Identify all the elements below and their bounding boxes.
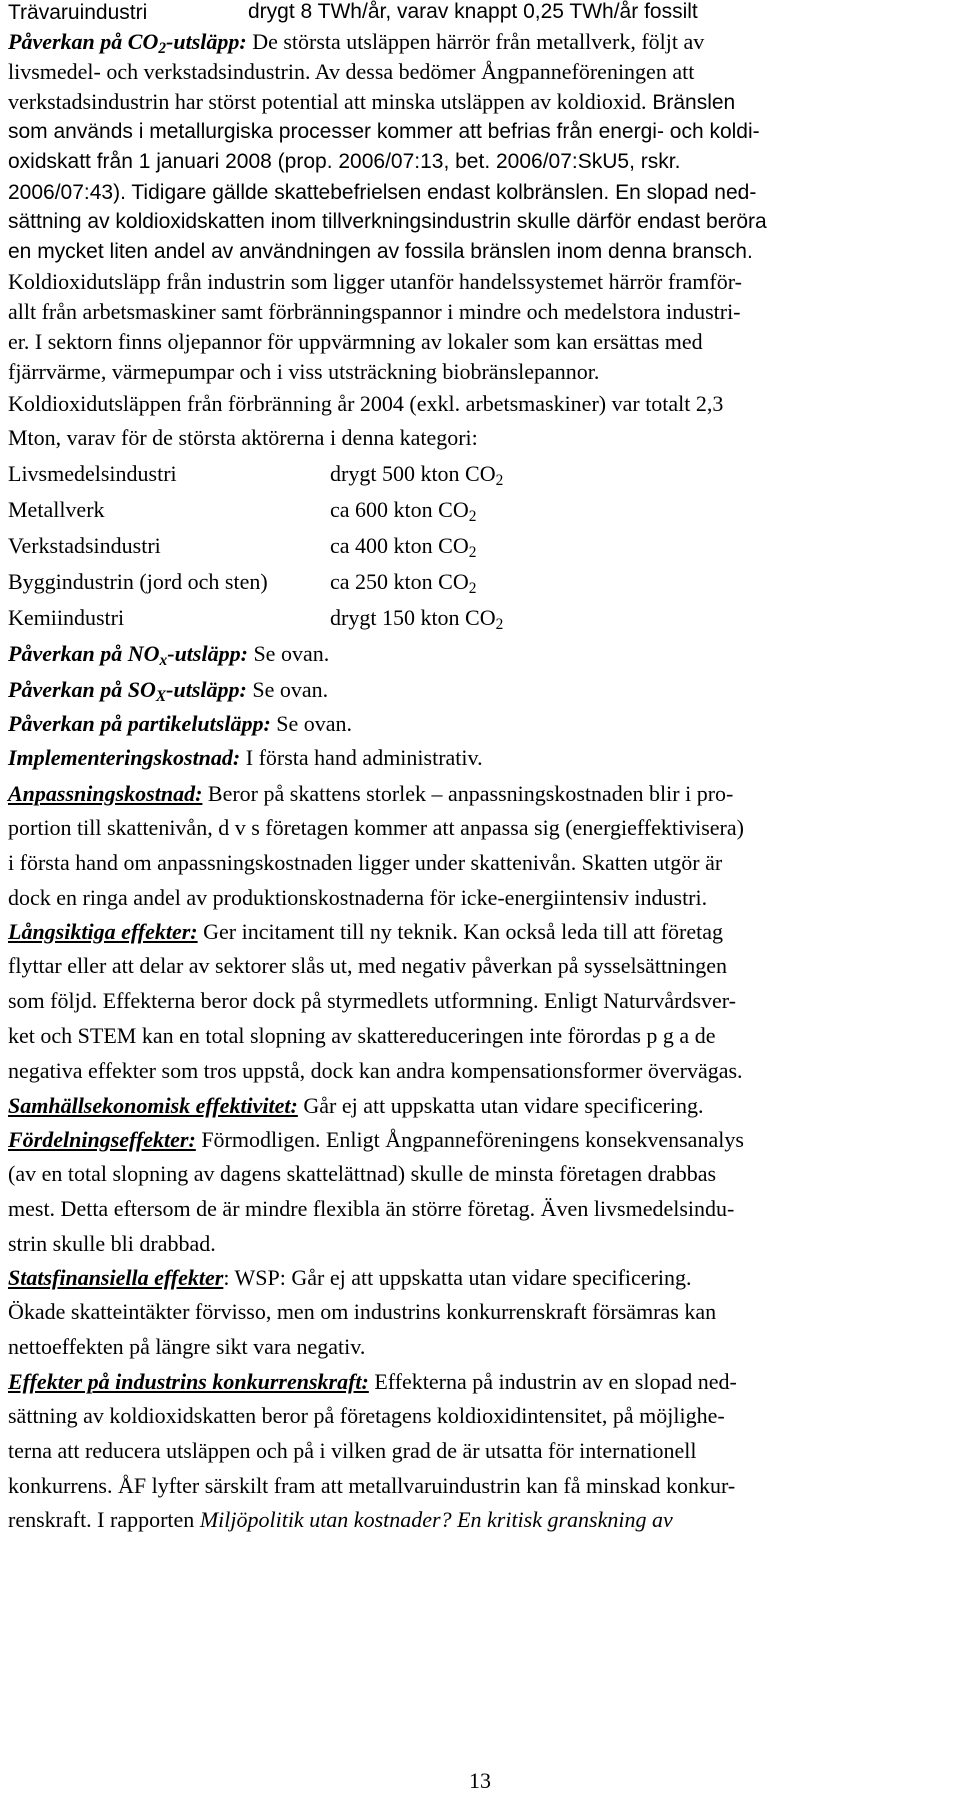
nox-line: Påverkan på $NO_x$-utsläpp: Se ovan. — [8, 641, 330, 669]
paragraph-line: terna att reducera utsläppen och på i vilken grad de är utsatta för internationell — [8, 1438, 697, 1463]
paragraph-line: 2006/07:43). Tidigare gällde skattebefrielsen endast kolbränslen. En slopad ned- — [8, 181, 757, 204]
co2-heading: Påverkan på $CO_2$-utsläpp: — [8, 29, 247, 57]
adapt-line: Anpassningskostnad: Beror på skattens storlek – anpassningskostnaden blir i pro- — [8, 781, 734, 806]
intro-label: Trävaruindustri — [8, 1, 148, 24]
paragraph-line: er. I sektorn finns oljepannor för uppvärmning av lokaler som kan ersättas med — [8, 329, 703, 354]
impl-line: Implementeringskostnad: I första hand administrativ. — [8, 745, 483, 770]
page-number: 13 — [469, 1768, 491, 1793]
longterm-heading: Långsiktiga effekter: — [8, 919, 198, 944]
paragraph-line: Ökade skatteintäkter förvisso, men om industrins konkurrenskraft försämras kan — [8, 1299, 717, 1324]
co2-text: De största utsläppen härrör från metallverk, följt av — [246, 29, 705, 54]
paragraph-line: sättning av koldioxidskatten beror på företagens koldioxidintensitet, på möjlighe- — [8, 1403, 725, 1428]
paragraph-line: oxidskatt från 1 januari 2008 (prop. 2006/07:13, bet. 2006/07:SkU5, rskr. — [8, 150, 681, 173]
paragraph-line: sättning av koldioxidskatten inom tillverkningsindustrin skulle därför endast beröra — [8, 210, 767, 233]
paragraph-line: dock en ringa andel av produktionskostnaderna för icke-energiintensiv industri. — [8, 885, 708, 910]
paragraph-line: konkurrens. ÅF lyfter särskilt fram att metallvaruindustrin kan få minskad konkur- — [8, 1473, 736, 1498]
efficiency-heading: Samhällsekonomisk effektivitet: — [8, 1093, 298, 1118]
paragraph-line: negativa effekter som tros uppstå, dock kan andra kompensationsformer övervägas. — [8, 1058, 743, 1083]
emissions-amount: drygt 150 kton $CO_2$ — [330, 605, 504, 633]
paragraph-line: Mton, varav för de största aktörerna i denna kategori: — [8, 425, 478, 450]
impl-heading: Implementeringskostnad: — [8, 745, 241, 770]
paragraph-line: strin skulle bli drabbad. — [8, 1231, 216, 1256]
emissions-sector: Livsmedelsindustri — [8, 461, 177, 486]
report-title: Miljöpolitik utan kostnader? En kritisk granskning av — [199, 1507, 673, 1532]
paragraph-line: i första hand om anpassningskostnaden ligger under skattenivån. Skatten utgör är — [8, 850, 723, 875]
sox-heading: Påverkan på $SO_X$-utsläpp: — [8, 677, 247, 705]
paragraph-line: nettoeffekten på längre sikt vara negativ. — [8, 1334, 366, 1359]
paragraph-line: flyttar eller att delar av sektorer slås ut, med negativ påverkan på sysselsättningen — [8, 953, 728, 978]
paragraph-line: en mycket liten andel av användningen av fossila bränslen inom denna bransch. — [8, 240, 753, 263]
emissions-amount: ca 600 kton $CO_2$ — [330, 497, 477, 525]
distribution-heading: Fördelningseffekter: — [8, 1127, 196, 1152]
fiscal-heading: Statsfinansiella effekter — [8, 1265, 224, 1290]
paragraph-line: ket och STEM kan en total slopning av skattereduceringen inte förordas p g a de — [8, 1023, 716, 1048]
paragraph-line: mest. Detta eftersom de är mindre flexibla än större företag. Även livsmedelsindu- — [8, 1196, 735, 1221]
co2-heading-line — [8, 28, 704, 56]
particle-line: Påverkan på partikelutsläpp: Se ovan. — [8, 711, 353, 736]
paragraph-line: portion till skattenivån, d v s företagen kommer att anpassa sig (energieffektivisera) — [8, 815, 744, 840]
emissions-amount: ca 250 kton $CO_2$ — [330, 569, 477, 597]
sox-line: Påverkan på $SO_X$-utsläpp: Se ovan. — [8, 677, 329, 705]
paragraph-line: allt från arbetsmaskiner samt förbränningspannor i mindre och medelstora industri- — [8, 299, 741, 324]
longterm-line: Långsiktiga effekter: Ger incitament till ny teknik. Kan också leda till att företag — [8, 919, 724, 944]
paragraph-line: fjärrvärme, värmepumpar och i viss utsträckning biobränslepannor. — [8, 359, 600, 384]
efficiency-line: Samhällsekonomisk effektivitet: Går ej att uppskatta utan vidare specificering. — [8, 1093, 704, 1118]
distribution-line: Fördelningseffekter: Förmodligen. Enligt Ångpanneföreningens konsekvensanalys — [8, 1127, 744, 1152]
emissions-sector: Byggindustrin (jord och sten) — [8, 569, 268, 594]
fiscal-line: Statsfinansiella effekter: WSP: Går ej att uppskatta utan vidare specificering. — [8, 1265, 692, 1290]
nox-heading: Påverkan på $NO_x$-utsläpp: — [8, 641, 248, 669]
emissions-amount: drygt 500 kton $CO_2$ — [330, 461, 504, 489]
paragraph-line: livsmedel- och verkstadsindustrin. Av dessa bedömer Ångpanneföreningen att — [8, 59, 695, 84]
paragraph-line: renskraft. I rapporten Miljöpolitik utan kostnader? En kritisk granskning av — [8, 1507, 673, 1532]
paragraph-line: (av en total slopning av dagens skattelättnad) skulle de minsta företagen drabbas — [8, 1161, 717, 1186]
emissions-amount: ca 400 kton $CO_2$ — [330, 533, 477, 561]
paragraph-line: Koldioxidutsläpp från industrin som ligger utanför handelssystemet härrör framför- — [8, 269, 742, 294]
paragraph-line: som används i metallurgiska processer kommer att befrias från energi- och koldi- — [8, 120, 760, 143]
paragraph-line: Koldioxidutsläppen från förbränning år 2004 (exkl. arbetsmaskiner) var totalt 2,3 — [8, 391, 724, 416]
intro-value: drygt 8 TWh/år, varav knappt 0,25 TWh/år fossilt — [248, 0, 698, 23]
particle-heading: Påverkan på partikelutsläpp: — [8, 711, 271, 736]
intro-line — [8, 0, 147, 27]
emissions-sector: Kemiindustri — [8, 605, 125, 630]
competition-line: Effekter på industrins konkurrenskraft: Effekterna på industrin av en slopad ned- — [8, 1369, 737, 1394]
emissions-sector: Metallverk — [8, 497, 105, 522]
competition-heading: Effekter på industrins konkurrenskraft: — [8, 1369, 369, 1394]
adapt-heading: Anpassningskostnad: — [8, 781, 203, 806]
paragraph-line: verkstadsindustrin har störst potential att minska utsläppen av koldioxid. Bränslen — [8, 89, 736, 114]
paragraph-line: som följd. Effekterna beror dock på styrmedlets utformning. Enligt Naturvårdsver- — [8, 988, 737, 1013]
emissions-sector: Verkstadsindustri — [8, 533, 161, 558]
